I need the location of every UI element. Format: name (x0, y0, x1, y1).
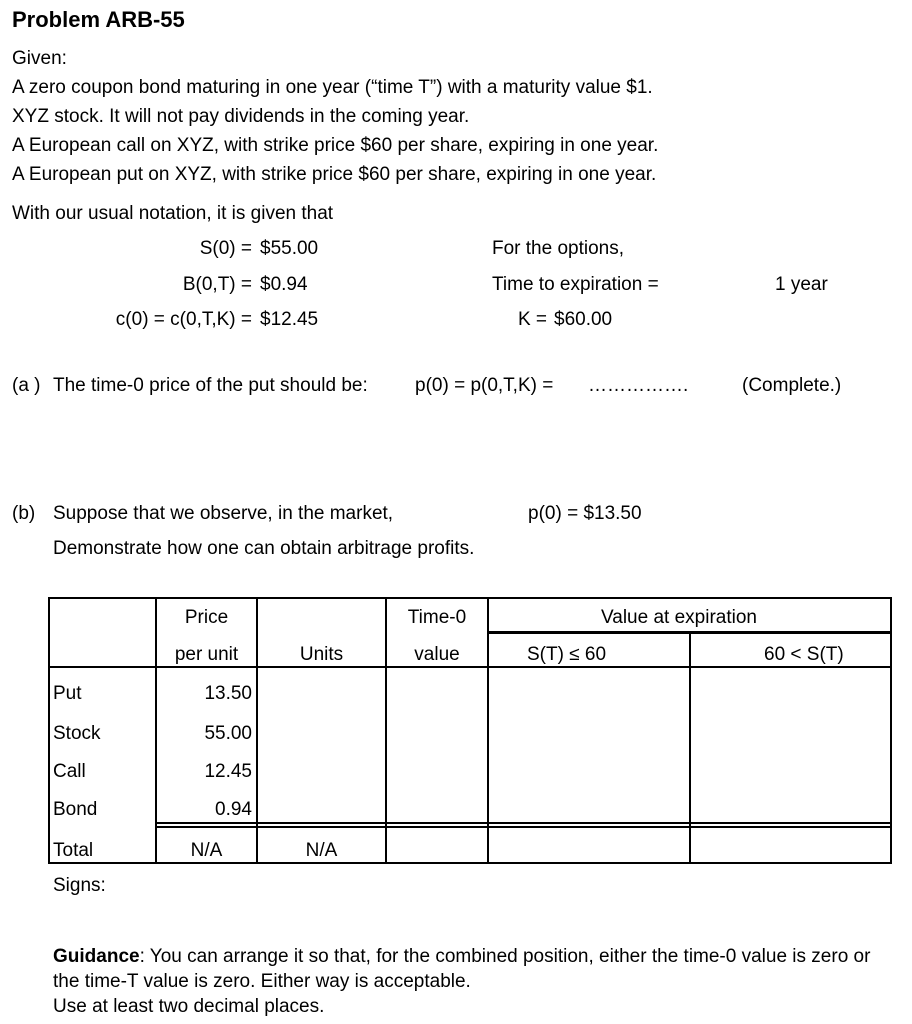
k-value: $60.00 (554, 309, 613, 330)
row-bond-price: 0.94 (215, 799, 252, 820)
signs-label: Signs: (53, 875, 106, 896)
page-title: Problem ARB-55 (12, 7, 185, 32)
table-bottom-border (48, 862, 892, 864)
header-time0: Time-0 (407, 607, 467, 628)
table-right-border (890, 597, 892, 864)
header-60-lt-st: 60 < S(T) (764, 644, 844, 665)
b0-label: B(0,T) = (182, 274, 252, 295)
part-a-text: The time-0 price of the put should be: (53, 375, 368, 396)
guidance-text: : You can arrange it so that, for the combined position, either the time-0 value is zero or the time-T value is zero. Either way is acceptable. (53, 946, 871, 992)
table-left-border (48, 597, 50, 864)
total-double-rule-bottom (155, 826, 892, 828)
row-bond-name: Bond (53, 799, 98, 820)
notation-intro: With our usual notation, it is given that (12, 203, 334, 224)
guidance-bold: Guidance (53, 946, 140, 967)
row-total-units: N/A (305, 840, 338, 861)
guidance-paragraph (53, 944, 898, 1019)
part-b-observed: p(0) = $13.50 (528, 503, 642, 524)
row-call-name: Call (53, 761, 86, 782)
k-label: K = (517, 309, 547, 330)
part-b-text: Suppose that we observe, in the market, (53, 503, 394, 524)
tte-label: Time to expiration = (492, 274, 659, 295)
col-divider-expiration (689, 632, 691, 864)
col-divider-price (256, 597, 258, 864)
header-st-le-60: S(T) ≤ 60 (527, 644, 607, 665)
col-divider-time0 (487, 597, 489, 864)
row-put-name: Put (53, 683, 82, 704)
given-line-put: A European put on XYZ, with strike price $60 per share, expiring in one year. (12, 164, 657, 185)
header-price: Price (184, 607, 229, 628)
row-total-name: Total (53, 840, 94, 861)
given-label: Given: (12, 48, 67, 69)
table-top-border (48, 597, 892, 599)
part-a-label: (a ) (12, 375, 41, 396)
row-total-price: N/A (190, 840, 223, 861)
part-a-answer-blank[interactable]: ……………. (588, 375, 689, 396)
col-divider-units (385, 597, 387, 864)
c0-label: c(0) = c(0,T,K) = (115, 309, 252, 330)
row-put-price: 13.50 (204, 683, 252, 704)
s0-label: S(0) = (199, 238, 252, 259)
row-stock-name: Stock (53, 723, 101, 744)
part-a-formula: p(0) = p(0,T,K) = (415, 375, 554, 396)
c0-value: $12.45 (260, 309, 319, 330)
header-value: value (414, 644, 460, 665)
header-bottom-border (48, 666, 892, 668)
part-a-note: (Complete.) (742, 375, 842, 396)
row-stock-price: 55.00 (204, 723, 252, 744)
header-units: Units (299, 644, 344, 665)
given-line-bond: A zero coupon bond maturing in one year (“time T”) with a maturity value $1. (12, 77, 653, 98)
b0-value: $0.94 (260, 274, 308, 295)
guidance-line2: Use at least two decimal places. (53, 996, 325, 1017)
part-b-text2: Demonstrate how one can obtain arbitrage profits. (53, 538, 475, 559)
s0-value: $55.00 (260, 238, 319, 259)
row-call-price: 12.45 (204, 761, 252, 782)
given-line-stock: XYZ stock. It will not pay dividends in the coming year. (12, 106, 470, 127)
header-per-unit: per unit (174, 644, 239, 665)
header-value-at-expiration: Value at expiration (601, 607, 757, 628)
given-line-call: A European call on XYZ, with strike price $60 per share, expiring in one year. (12, 135, 659, 156)
tte-value: 1 year (775, 274, 828, 295)
options-label: For the options, (492, 238, 625, 259)
total-double-rule-top (155, 822, 892, 824)
part-b-label: (b) (12, 503, 36, 524)
